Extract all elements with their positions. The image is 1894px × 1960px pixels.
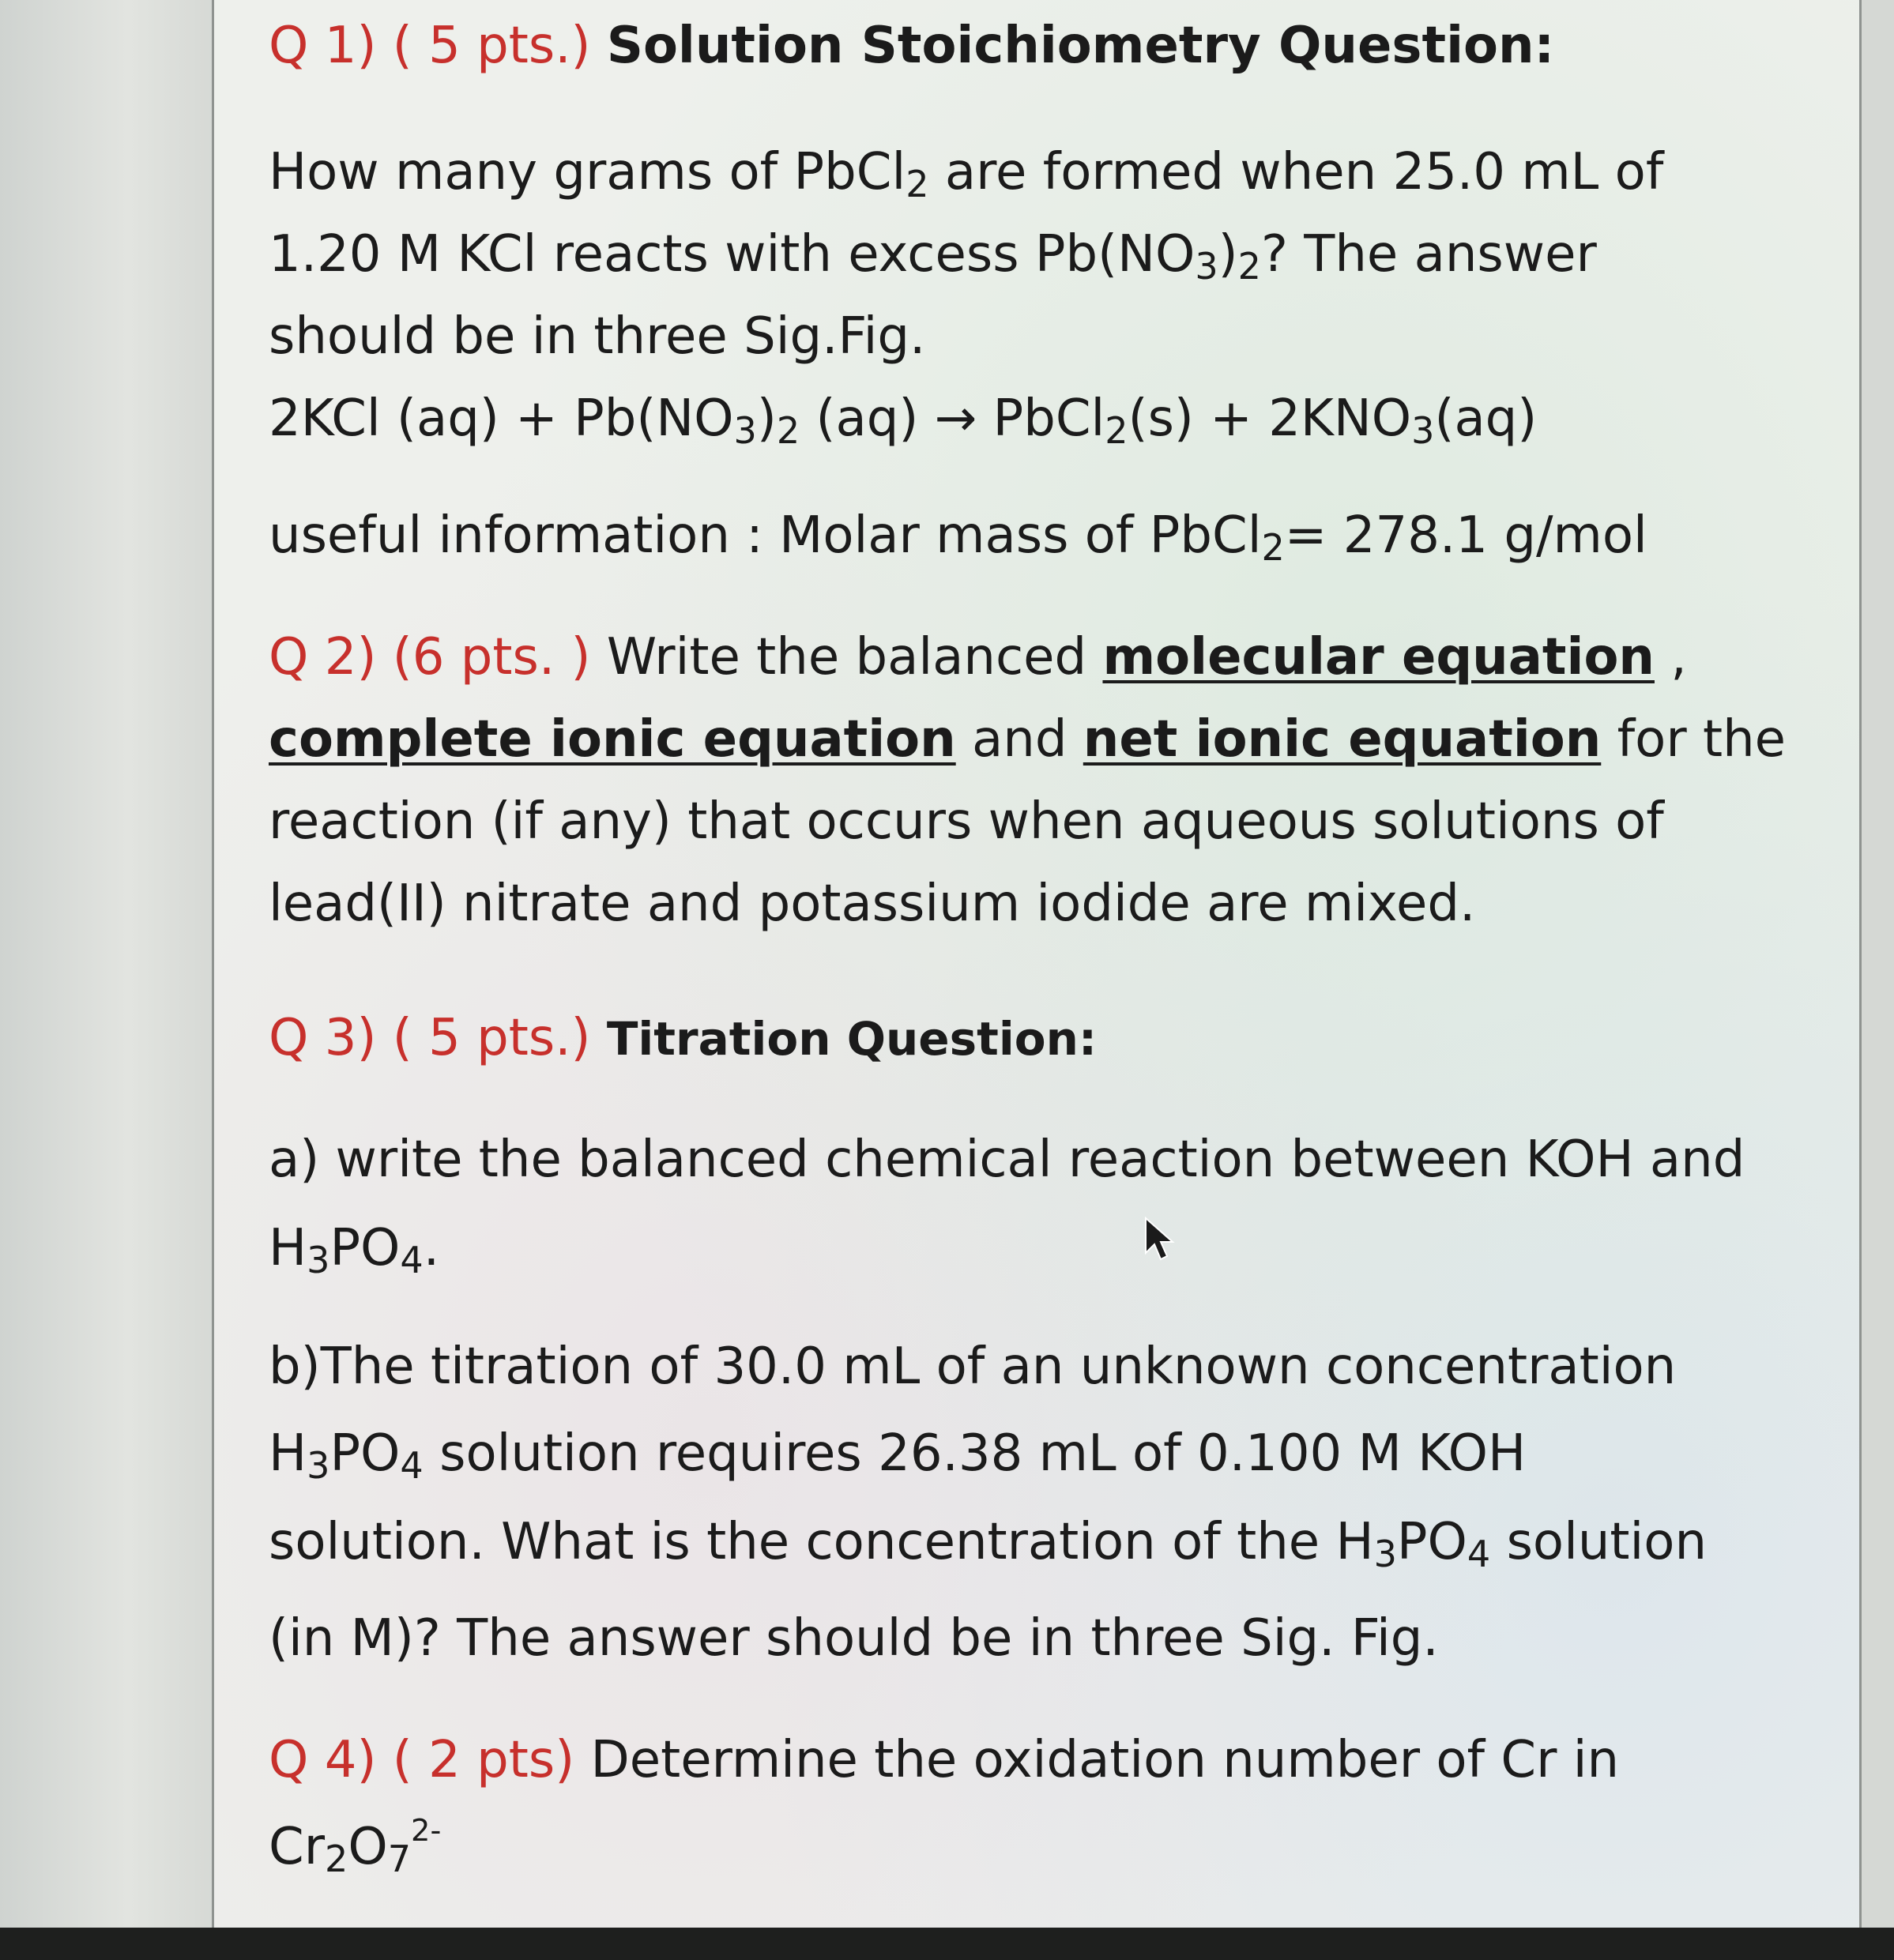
q1-useful-information: useful information : Molar mass of PbCl$_2$= 278.1 g/mol bbox=[269, 506, 1647, 570]
term-complete-ionic-equation: complete ionic equation bbox=[269, 710, 956, 769]
q1-text-line-1: How many grams of PbCl$_2$ are formed when 25.0 mL of bbox=[269, 143, 1664, 206]
q3-part-a-line-1: a) write the balanced chemical reaction between KOH and bbox=[269, 1130, 1745, 1189]
q1-text-line-2: 1.20 M KCl reacts with excess $Pb(NO_3)_2$? The answer bbox=[269, 225, 1597, 288]
q4-formula: $Cr_2O_7^{2-}$ bbox=[269, 1813, 442, 1881]
q3-points: ( 5 pts.) bbox=[392, 1009, 591, 1067]
q2-line-4: lead(II) nitrate and potassium iodide are mixed. bbox=[269, 875, 1476, 933]
q3-title: Titration Question: bbox=[606, 1012, 1098, 1066]
q1-title: Solution Stoichiometry Question: bbox=[606, 17, 1555, 75]
mouse-pointer-icon bbox=[1144, 1217, 1176, 1261]
q3-part-b-line-2: $H_3PO_4$ solution requires 26.38 mL of 0.100 M KOH bbox=[269, 1424, 1527, 1488]
q3-number: Q 3) bbox=[269, 1009, 377, 1067]
q4-number: Q 4) bbox=[269, 1731, 377, 1789]
q2-line-2: complete ionic equation and net ionic equation for the bbox=[269, 710, 1786, 769]
term-molecular-equation: molecular equation bbox=[1102, 628, 1655, 687]
q1-text-line-3: should be in three Sig.Fig. bbox=[269, 307, 926, 366]
q1-reaction-equation: 2KCl $(aq) + Pb(NO_3)_2$ (aq) → PbCl$_2$(s) + $2KNO_3(aq)$ bbox=[269, 389, 1538, 453]
q3-part-b-line-1: b)The titration of 30.0 mL of an unknown concentration bbox=[269, 1337, 1677, 1396]
q1-points: ( 5 pts.) bbox=[392, 17, 591, 75]
bottom-edge bbox=[0, 1928, 1894, 1960]
q3-part-b-line-3: solution. What is the concentration of the $H_3PO_4$ solution bbox=[269, 1513, 1707, 1576]
q2-line-1: Q 2) (6 pts. ) Write the balanced molecular equation , bbox=[269, 628, 1687, 687]
q2-points: (6 pts. ) bbox=[392, 628, 591, 687]
q4-line-1: Q 4) ( 2 pts) Determine the oxidation number of Cr in bbox=[269, 1731, 1620, 1789]
q4-points: ( 2 pts) bbox=[392, 1731, 575, 1789]
right-margin bbox=[1862, 0, 1894, 1928]
q3-part-b-line-4: (in M)? The answer should be in three Sig. Fig. bbox=[269, 1609, 1439, 1668]
q3-part-a-line-2: $H_3PO_4$. bbox=[269, 1219, 440, 1282]
q2-line-3: reaction (if any) that occurs when aqueous solutions of bbox=[269, 792, 1664, 851]
q1-number: Q 1) bbox=[269, 17, 377, 75]
q2-number: Q 2) bbox=[269, 628, 377, 687]
q3-heading bbox=[269, 1006, 1097, 1070]
term-net-ionic-equation: net ionic equation bbox=[1083, 710, 1602, 769]
q1-heading bbox=[269, 14, 1554, 77]
left-margin bbox=[0, 0, 213, 1960]
